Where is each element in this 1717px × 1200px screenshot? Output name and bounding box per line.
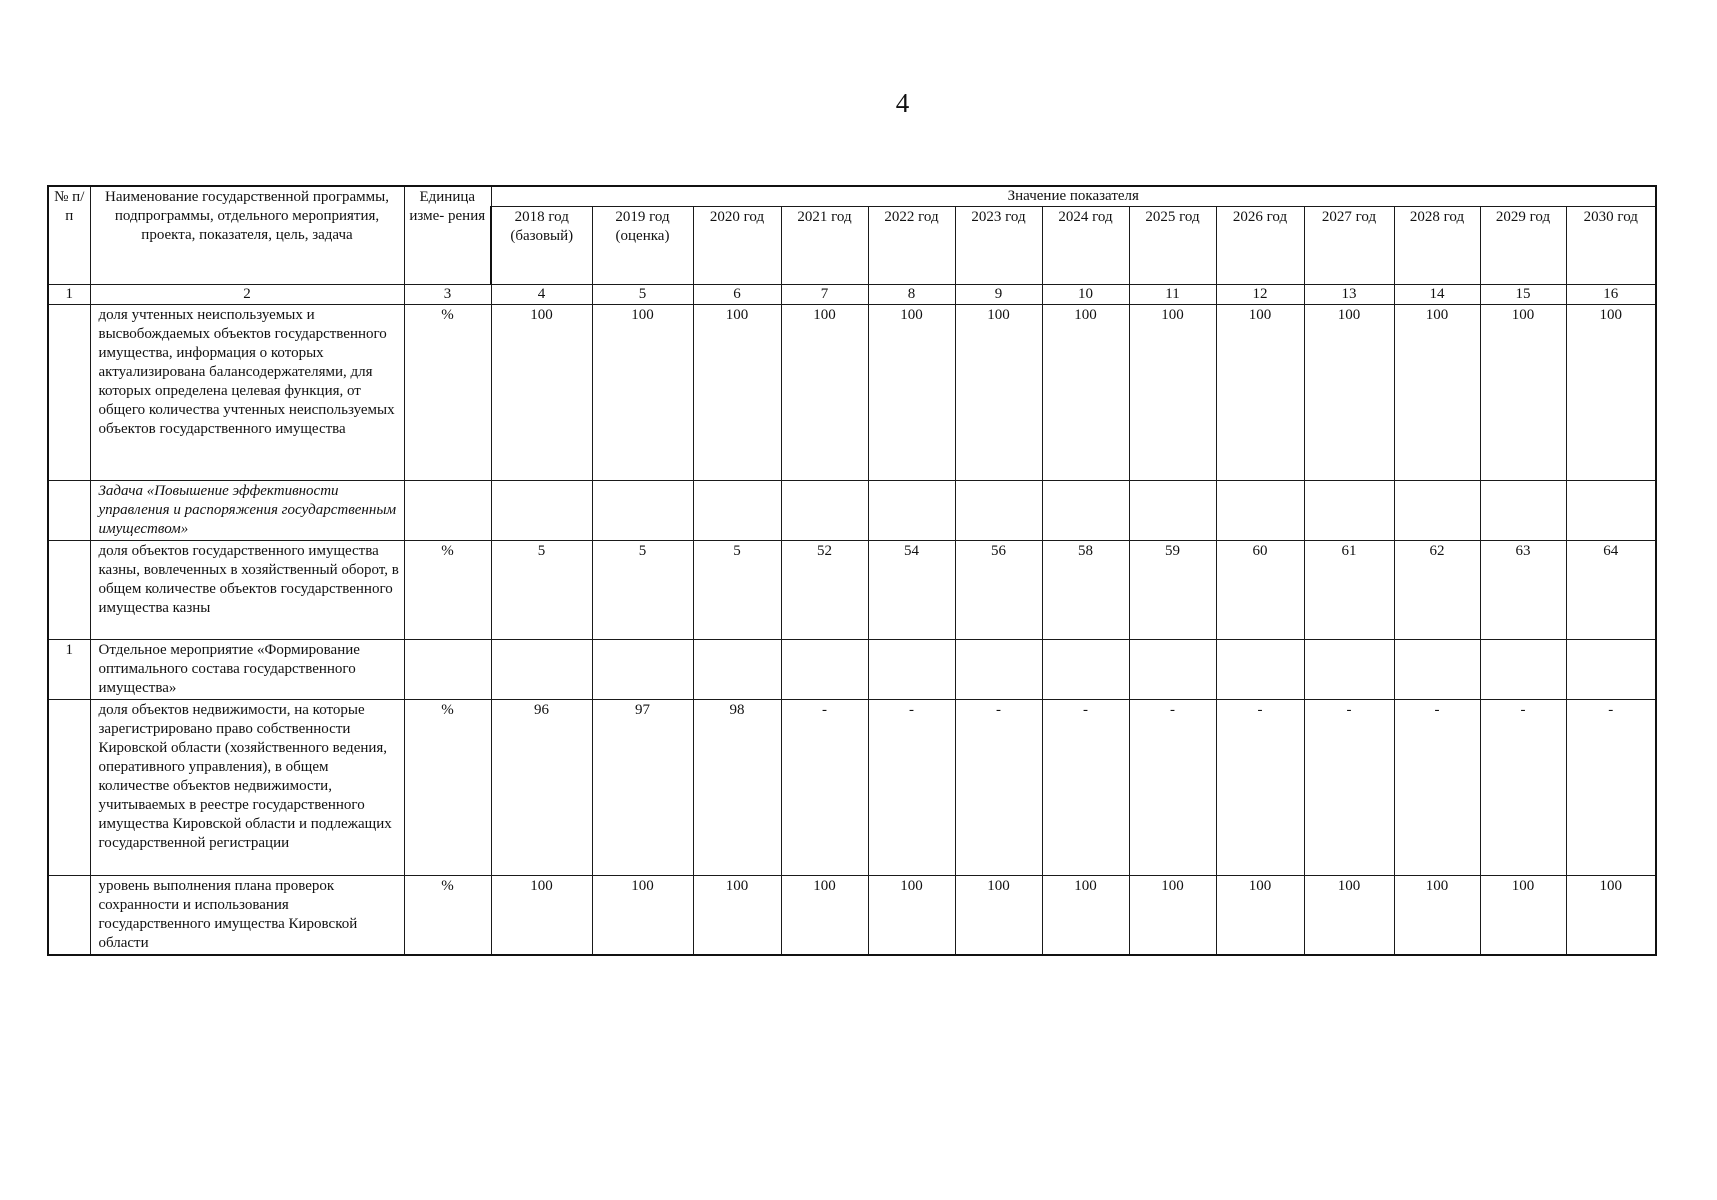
indicator-table [47, 185, 1657, 956]
unit-cell: % [404, 305, 491, 481]
value-cell: 100 [592, 876, 693, 956]
value-cell [491, 640, 592, 700]
task-title-cell: Задача «Повышение эффективности управления и распоряжения государственным имуществом» [90, 481, 404, 541]
value-cell [781, 640, 868, 700]
column-number-row [48, 285, 1656, 305]
column-number: 7 [781, 285, 868, 305]
value-cell: 100 [868, 876, 955, 956]
row-number-cell [48, 876, 90, 956]
header-year: 2021 год [781, 207, 868, 285]
value-cell: 100 [1394, 305, 1480, 481]
value-cell [693, 481, 781, 541]
value-cell [1394, 481, 1480, 541]
value-cell: 5 [491, 541, 592, 640]
value-cell: 100 [955, 305, 1042, 481]
value-cell: 100 [1129, 305, 1216, 481]
value-cell [491, 481, 592, 541]
value-cell: - [1566, 700, 1656, 876]
header-year: 2025 год [1129, 207, 1216, 285]
value-cell: 100 [1304, 305, 1394, 481]
value-cell: 100 [781, 305, 868, 481]
value-cell: 63 [1480, 541, 1566, 640]
header-year: 2020 год [693, 207, 781, 285]
value-cell: 5 [693, 541, 781, 640]
indicator-name-cell: уровень выполнения плана проверок сохранности и использования государственного имущества Кировской области [90, 876, 404, 956]
value-cell: 96 [491, 700, 592, 876]
unit-cell: % [404, 541, 491, 640]
value-cell [1129, 640, 1216, 700]
value-cell: 61 [1304, 541, 1394, 640]
value-cell: 58 [1042, 541, 1129, 640]
column-number: 1 [48, 285, 90, 305]
value-cell: 100 [781, 876, 868, 956]
table-row [48, 481, 1656, 541]
value-cell: 5 [592, 541, 693, 640]
header-col-name: Наименование государственной программы, подпрограммы, отдельного мероприятия, проекта, показателя, цель, задача [90, 186, 404, 285]
column-number: 13 [1304, 285, 1394, 305]
value-cell: 52 [781, 541, 868, 640]
header-year: 2029 год [1480, 207, 1566, 285]
column-number: 12 [1216, 285, 1304, 305]
value-cell: 59 [1129, 541, 1216, 640]
indicator-name-cell: доля объектов государственного имущества казны, вовлеченных в хозяйственный оборот, в общем количестве объектов государственного имущества казны [90, 541, 404, 640]
header-year: 2019 год (оценка) [592, 207, 693, 285]
value-cell: - [1480, 700, 1566, 876]
value-cell: 100 [1042, 305, 1129, 481]
row-number-cell [48, 700, 90, 876]
value-cell: - [868, 700, 955, 876]
column-number: 5 [592, 285, 693, 305]
value-cell: 100 [1566, 305, 1656, 481]
value-cell [955, 640, 1042, 700]
value-cell: 100 [592, 305, 693, 481]
value-cell [693, 640, 781, 700]
value-cell: 100 [1042, 876, 1129, 956]
value-cell: - [1216, 700, 1304, 876]
value-cell: 100 [1566, 876, 1656, 956]
indicator-name-cell: Отдельное мероприятие «Формирование оптимального состава государственного имущества» [90, 640, 404, 700]
table-row [48, 541, 1656, 640]
header-year: 2030 год [1566, 207, 1656, 285]
row-number-cell [48, 305, 90, 481]
row-number-cell [48, 541, 90, 640]
unit-cell [404, 640, 491, 700]
value-cell [1394, 640, 1480, 700]
value-cell: 64 [1566, 541, 1656, 640]
column-number: 14 [1394, 285, 1480, 305]
value-cell: 98 [693, 700, 781, 876]
unit-cell: % [404, 876, 491, 956]
value-cell [1566, 640, 1656, 700]
column-number: 15 [1480, 285, 1566, 305]
table-row [48, 700, 1656, 876]
column-number: 9 [955, 285, 1042, 305]
value-cell [868, 481, 955, 541]
value-cell: 100 [1129, 876, 1216, 956]
value-cell [868, 640, 955, 700]
value-cell: 100 [1216, 876, 1304, 956]
header-year: 2023 год [955, 207, 1042, 285]
column-number: 8 [868, 285, 955, 305]
value-cell: 100 [955, 876, 1042, 956]
value-cell: 60 [1216, 541, 1304, 640]
value-cell: - [781, 700, 868, 876]
indicator-name-cell: доля объектов недвижимости, на которые зарегистрировано право собственности Кировской области (хозяйственного ведения, оперативного управления), в общем количестве объектов недвижимости, учитываемых в реестре государственного имущества Кировской области и подлежащих государственной регистрации [90, 700, 404, 876]
value-cell: 100 [868, 305, 955, 481]
value-cell [781, 481, 868, 541]
value-cell: 100 [1480, 876, 1566, 956]
value-cell: - [1129, 700, 1216, 876]
column-number: 4 [491, 285, 592, 305]
value-cell: 100 [1304, 876, 1394, 956]
column-number: 6 [693, 285, 781, 305]
value-cell: 54 [868, 541, 955, 640]
header-year: 2027 год [1304, 207, 1394, 285]
value-cell: - [1304, 700, 1394, 876]
header-year: 2022 год [868, 207, 955, 285]
column-number: 11 [1129, 285, 1216, 305]
header-col-unit: Единица изме- рения [404, 186, 491, 285]
value-cell [1304, 640, 1394, 700]
column-number: 16 [1566, 285, 1656, 305]
header-year: 2018 год (базовый) [491, 207, 592, 285]
table-row [48, 876, 1656, 956]
unit-cell [404, 481, 491, 541]
column-number: 10 [1042, 285, 1129, 305]
value-cell: - [1042, 700, 1129, 876]
table-row [48, 640, 1656, 700]
column-number: 2 [90, 285, 404, 305]
value-cell: 100 [693, 305, 781, 481]
row-number-cell [48, 481, 90, 541]
value-cell [955, 481, 1042, 541]
header-year: 2028 год [1394, 207, 1480, 285]
header-col-no: № п/ п [48, 186, 90, 285]
header-year: 2024 год [1042, 207, 1129, 285]
value-cell: - [955, 700, 1042, 876]
value-cell [1566, 481, 1656, 541]
value-cell [1480, 481, 1566, 541]
row-number-cell: 1 [48, 640, 90, 700]
header-year: 2026 год [1216, 207, 1304, 285]
value-cell [1216, 640, 1304, 700]
header-values-group: Значение показателя [491, 186, 1656, 207]
value-cell: 100 [693, 876, 781, 956]
value-cell: 100 [1480, 305, 1566, 481]
value-cell [1042, 481, 1129, 541]
value-cell: - [1394, 700, 1480, 876]
value-cell [1216, 481, 1304, 541]
value-cell [1480, 640, 1566, 700]
value-cell: 97 [592, 700, 693, 876]
column-number: 3 [404, 285, 491, 305]
table-row [48, 305, 1656, 481]
unit-cell: % [404, 700, 491, 876]
indicator-name-cell: доля учтенных неиспользуемых и высвобождаемых объектов государственного имущества, информация о которых актуализирована балансодержателями, для которых определена целевая функция, от общего количества учтенных неиспользуемых объектов государственного имущества [90, 305, 404, 481]
value-cell: 100 [1394, 876, 1480, 956]
value-cell: 100 [491, 876, 592, 956]
page-number: 4 [895, 88, 910, 118]
value-cell [592, 640, 693, 700]
value-cell: 56 [955, 541, 1042, 640]
value-cell: 100 [491, 305, 592, 481]
value-cell [1129, 481, 1216, 541]
header-row-top [48, 186, 1656, 207]
value-cell [1042, 640, 1129, 700]
value-cell: 62 [1394, 541, 1480, 640]
value-cell: 100 [1216, 305, 1304, 481]
value-cell [1304, 481, 1394, 541]
value-cell [592, 481, 693, 541]
